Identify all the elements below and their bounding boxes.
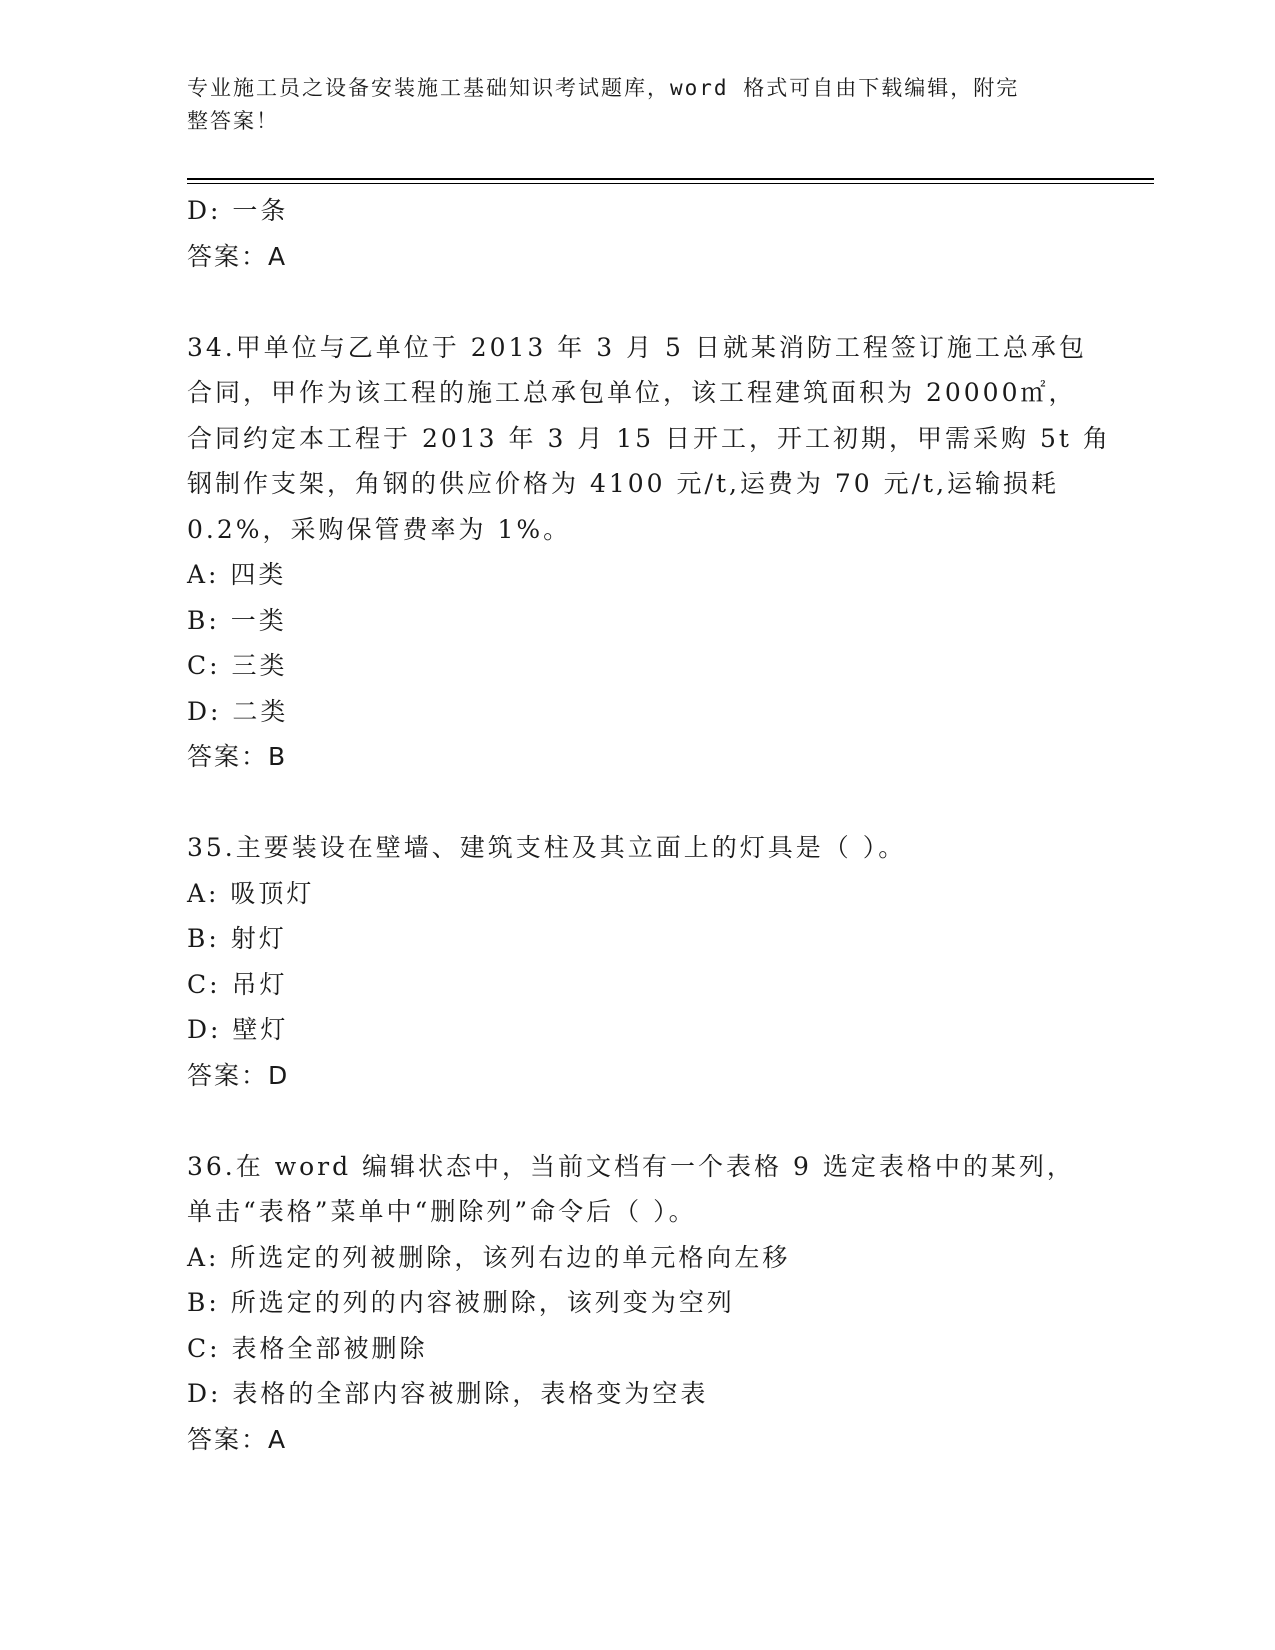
question-35-text-line: 35.主要装设在壁墙、建筑支柱及其立面上的灯具是（ ）。 (187, 833, 907, 862)
question-36-answer: 答案：A (187, 1424, 288, 1454)
question-34-text-line: 合同约定本工程于 2013 年 3 月 15 日开工，开工初期，甲需采购 5t 角 (187, 423, 1111, 453)
question-35-option-c: C: 吊灯 (187, 969, 288, 999)
question-34-option-c: C: 三类 (187, 651, 288, 680)
question-35-option-b: B: 射灯 (187, 924, 287, 953)
question-34 (187, 325, 1111, 780)
spacer (187, 279, 1087, 325)
question-34-text-line: 0.2%，采购保管费率为 1%。 (187, 514, 572, 544)
prev-answer: 答案：A (187, 241, 288, 271)
document-body (187, 188, 1111, 1462)
question-34-text-line: 钢制作支架，角钢的供应价格为 4100 元/t,运费为 70 元/t,运输损耗 (187, 469, 1060, 498)
question-34-text-line: 34.甲单位与乙单位于 2013 年 3 月 5 日就某消防工程签订施工总承包 (187, 332, 1087, 362)
question-35-option-d: D: 壁灯 (187, 1015, 289, 1044)
question-36 (187, 1144, 1087, 1463)
question-36-text-line: 36.在 word 编辑状态中，当前文档有一个表格 9 选定表格中的某列， (187, 1151, 1075, 1181)
spacer (187, 780, 1087, 826)
question-35 (187, 825, 1087, 1098)
document-header (187, 72, 1067, 138)
prev-option-d: D: 一条 (187, 196, 289, 225)
question-35-answer: 答案：D (187, 1060, 290, 1090)
header-divider-thin (187, 183, 1154, 184)
question-36-option-c: C: 表格全部被删除 (187, 1333, 428, 1363)
question-36-option-d: D: 表格的全部内容被删除，表格变为空表 (187, 1379, 709, 1408)
question-34-option-d: D: 二类 (187, 696, 289, 726)
question-36-option-a: A: 所选定的列被删除，该列右边的单元格向左移 (187, 1242, 791, 1272)
question-36-option-b: B: 所选定的列的内容被删除，该列变为空列 (187, 1288, 735, 1317)
header-line-2: 整答案！ (187, 109, 279, 133)
question-34-answer: 答案：B (187, 742, 288, 771)
question-34-text-line: 合同，甲作为该工程的施工总承包单位，该工程建筑面积为 20000㎡， (187, 378, 1077, 407)
question-34-option-b: B: 一类 (187, 605, 287, 635)
header-line-1: 专业施工员之设备安装施工基础知识考试题库，word 格式可自由下载编辑，附完 (187, 76, 1020, 100)
question-35-option-a: A: 吸顶灯 (187, 878, 315, 908)
spacer (187, 1098, 1087, 1144)
question-34-option-a: A: 四类 (187, 560, 287, 589)
header-divider-thick (187, 178, 1154, 180)
question-36-text-line: 单击“表格”菜单中“删除列”命令后（ ）。 (187, 1197, 697, 1226)
